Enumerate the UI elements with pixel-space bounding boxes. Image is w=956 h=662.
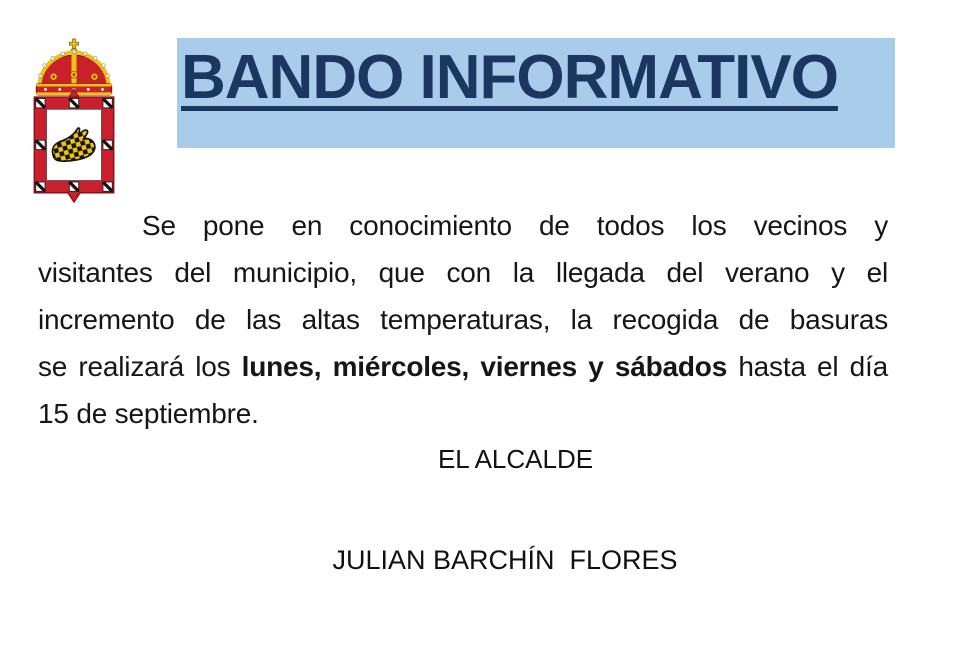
- municipal-coat-of-arms: [26, 38, 122, 206]
- signature-name: JULIAN BARCHÍN FLORES: [332, 545, 678, 575]
- title-banner: [177, 38, 895, 148]
- announcement-paragraph: [38, 202, 888, 437]
- line4-bold-days: lunes, miércoles, viernes y sábados: [241, 351, 728, 382]
- line4-prefix: se realizará los: [38, 351, 242, 382]
- page-title: BANDO INFORMATIVO: [181, 43, 838, 112]
- paragraph-line-1: Se pone en conocimiento de todos los vecinos y: [142, 210, 888, 241]
- shield-icon: [34, 89, 113, 202]
- paragraph-line-3: incremento de las altas temperaturas, la recogida de basuras: [38, 304, 888, 335]
- paragraph-line-5: 15 de septiembre.: [38, 398, 259, 429]
- coat-of-arms-icon: [26, 38, 122, 206]
- paragraph-line-4: [38, 343, 888, 390]
- line4-suffix: hasta el día: [727, 351, 888, 382]
- crown-icon: [36, 39, 111, 95]
- paragraph-line-2: visitantes del municipio, que con la llegada del verano y el: [38, 257, 888, 288]
- signature-role: EL ALCALDE: [437, 444, 594, 474]
